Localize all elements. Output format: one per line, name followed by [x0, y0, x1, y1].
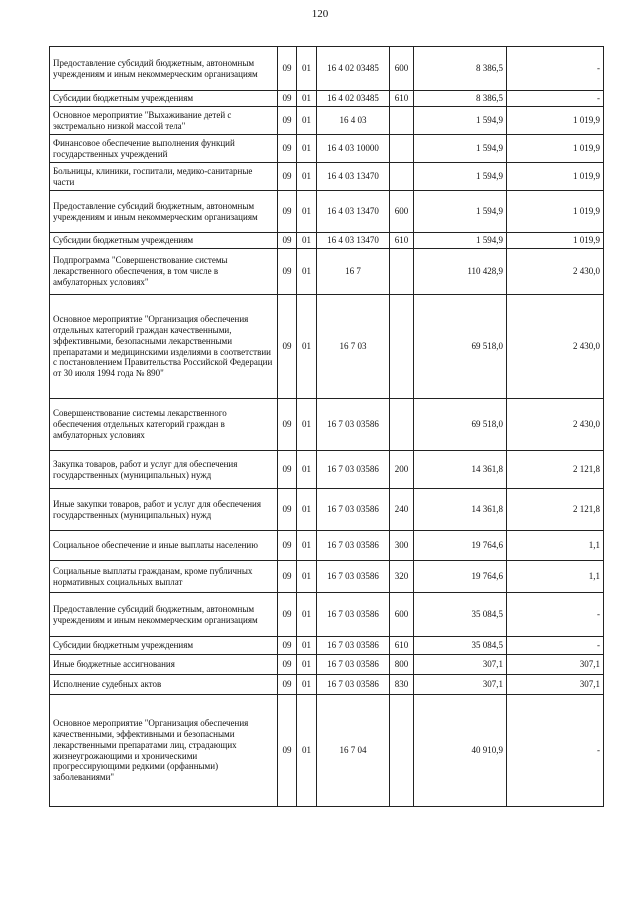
cell-amount-1: 35 084,5 — [414, 593, 507, 637]
cell-amount-2: 307,1 — [507, 675, 604, 695]
cell-amount-2: 2 121,8 — [507, 489, 604, 531]
cell-amount-2: 1,1 — [507, 531, 604, 561]
table-row — [50, 451, 604, 489]
cell-expense-type: 610 — [390, 91, 414, 107]
page-number: 120 — [311, 8, 329, 20]
cell-subsection: 01 — [297, 295, 317, 399]
cell-amount-1: 19 764,6 — [414, 561, 507, 593]
cell-target-article: 16 7 03 03586 — [317, 561, 390, 593]
cell-target-article: 16 7 03 03586 — [317, 593, 390, 637]
cell-amount-1: 14 361,8 — [414, 451, 507, 489]
cell-expense-type: 600 — [390, 47, 414, 91]
cell-amount-2: 1 019,9 — [507, 233, 604, 249]
cell-expense-type — [390, 695, 414, 807]
table-row — [50, 295, 604, 399]
cell-name: Иные бюджетные ассигнования — [50, 655, 278, 675]
cell-section: 09 — [278, 47, 297, 91]
cell-name: Финансовое обеспечение выполнения функций государственных учреждений — [50, 135, 278, 163]
cell-amount-2: 2 430,0 — [507, 399, 604, 451]
cell-section: 09 — [278, 695, 297, 807]
cell-name: Предоставление субсидий бюджетным, автономным учреждениям и иным некоммерческим организациям — [50, 47, 278, 91]
cell-section: 09 — [278, 637, 297, 655]
cell-amount-2: 1 019,9 — [507, 191, 604, 233]
cell-subsection: 01 — [297, 233, 317, 249]
cell-target-article: 16 7 03 03586 — [317, 531, 390, 561]
cell-subsection: 01 — [297, 47, 317, 91]
cell-subsection: 01 — [297, 531, 317, 561]
cell-amount-2: 2 121,8 — [507, 451, 604, 489]
cell-target-article: 16 7 03 03586 — [317, 451, 390, 489]
cell-expense-type: 600 — [390, 593, 414, 637]
cell-amount-1: 1 594,9 — [414, 233, 507, 249]
cell-target-article: 16 7 03 03586 — [317, 489, 390, 531]
cell-amount-2: - — [507, 47, 604, 91]
cell-name: Больницы, клиники, госпитали, медико-санитарные части — [50, 163, 278, 191]
cell-amount-2: 2 430,0 — [507, 295, 604, 399]
cell-amount-2: - — [507, 91, 604, 107]
cell-target-article: 16 7 03 03586 — [317, 637, 390, 655]
cell-subsection: 01 — [297, 637, 317, 655]
cell-target-article: 16 7 03 03586 — [317, 399, 390, 451]
cell-section: 09 — [278, 135, 297, 163]
cell-section: 09 — [278, 655, 297, 675]
cell-name: Основное мероприятие "Выхаживание детей с экстремально низкой массой тела" — [50, 107, 278, 135]
cell-subsection: 01 — [297, 249, 317, 295]
table-row — [50, 163, 604, 191]
cell-name: Закупка товаров, работ и услуг для обеспечения государственных (муниципальных) нужд — [50, 451, 278, 489]
table-row — [50, 135, 604, 163]
cell-amount-2: 1 019,9 — [507, 135, 604, 163]
cell-amount-2: - — [507, 637, 604, 655]
cell-section: 09 — [278, 295, 297, 399]
table-row — [50, 593, 604, 637]
table-row — [50, 399, 604, 451]
cell-target-article: 16 4 02 03485 — [317, 91, 390, 107]
cell-expense-type — [390, 163, 414, 191]
cell-name: Субсидии бюджетным учреждениям — [50, 91, 278, 107]
table-row — [50, 675, 604, 695]
cell-section: 09 — [278, 451, 297, 489]
cell-target-article: 16 4 03 — [317, 107, 390, 135]
cell-amount-1: 1 594,9 — [414, 163, 507, 191]
cell-amount-1: 1 594,9 — [414, 191, 507, 233]
cell-section: 09 — [278, 489, 297, 531]
cell-target-article: 16 7 03 — [317, 295, 390, 399]
cell-subsection: 01 — [297, 489, 317, 531]
cell-amount-2: - — [507, 695, 604, 807]
cell-target-article: 16 4 03 13470 — [317, 233, 390, 249]
cell-section: 09 — [278, 531, 297, 561]
table-row — [50, 637, 604, 655]
cell-target-article: 16 7 03 03586 — [317, 675, 390, 695]
cell-expense-type: 610 — [390, 637, 414, 655]
cell-name: Социальное обеспечение и иные выплаты населению — [50, 531, 278, 561]
cell-section: 09 — [278, 561, 297, 593]
cell-amount-1: 307,1 — [414, 675, 507, 695]
cell-section: 09 — [278, 163, 297, 191]
cell-expense-type: 240 — [390, 489, 414, 531]
cell-section: 09 — [278, 249, 297, 295]
cell-subsection: 01 — [297, 561, 317, 593]
cell-name: Подпрограмма "Совершенствование системы лекарственного обеспечения, в том числе в амбулаторных условиях" — [50, 249, 278, 295]
cell-section: 09 — [278, 191, 297, 233]
cell-amount-1: 307,1 — [414, 655, 507, 675]
cell-expense-type: 200 — [390, 451, 414, 489]
cell-section: 09 — [278, 593, 297, 637]
table-row — [50, 655, 604, 675]
cell-subsection: 01 — [297, 163, 317, 191]
cell-section: 09 — [278, 107, 297, 135]
cell-subsection: 01 — [297, 191, 317, 233]
cell-amount-1: 19 764,6 — [414, 531, 507, 561]
cell-amount-1: 35 084,5 — [414, 637, 507, 655]
table-row — [50, 531, 604, 561]
cell-amount-1: 110 428,9 — [414, 249, 507, 295]
cell-amount-2: - — [507, 593, 604, 637]
cell-amount-1: 14 361,8 — [414, 489, 507, 531]
cell-name: Совершенствование системы лекарственного обеспечения отдельных категорий граждан в амбулаторных условиях — [50, 399, 278, 451]
table-row — [50, 695, 604, 807]
cell-amount-2: 2 430,0 — [507, 249, 604, 295]
cell-expense-type: 610 — [390, 233, 414, 249]
cell-target-article: 16 4 03 13470 — [317, 191, 390, 233]
cell-amount-2: 1 019,9 — [507, 107, 604, 135]
cell-amount-1: 8 386,5 — [414, 47, 507, 91]
cell-target-article: 16 7 04 — [317, 695, 390, 807]
table-row — [50, 249, 604, 295]
cell-amount-1: 69 518,0 — [414, 399, 507, 451]
cell-subsection: 01 — [297, 695, 317, 807]
cell-name: Основное мероприятие "Организация обеспечения качественными, эффективными и безопасными лекарственными препаратами лиц, страдающих жизнеугрожающими и хроническими прогрессирующими редкими (орфанными) заболеваниями" — [50, 695, 278, 807]
cell-subsection: 01 — [297, 399, 317, 451]
cell-amount-1: 1 594,9 — [414, 135, 507, 163]
cell-amount-1: 40 910,9 — [414, 695, 507, 807]
cell-name: Субсидии бюджетным учреждениям — [50, 637, 278, 655]
cell-expense-type: 830 — [390, 675, 414, 695]
cell-expense-type — [390, 135, 414, 163]
table-row — [50, 489, 604, 531]
table-row — [50, 233, 604, 249]
cell-subsection: 01 — [297, 135, 317, 163]
cell-expense-type: 320 — [390, 561, 414, 593]
cell-subsection: 01 — [297, 655, 317, 675]
cell-name: Субсидии бюджетным учреждениям — [50, 233, 278, 249]
cell-expense-type: 300 — [390, 531, 414, 561]
cell-section: 09 — [278, 233, 297, 249]
cell-expense-type — [390, 107, 414, 135]
cell-subsection: 01 — [297, 593, 317, 637]
cell-expense-type — [390, 399, 414, 451]
table-row — [50, 191, 604, 233]
cell-amount-2: 307,1 — [507, 655, 604, 675]
cell-amount-1: 69 518,0 — [414, 295, 507, 399]
cell-section: 09 — [278, 675, 297, 695]
cell-target-article: 16 4 02 03485 — [317, 47, 390, 91]
table-row — [50, 561, 604, 593]
cell-name: Иные закупки товаров, работ и услуг для обеспечения государственных (муниципальных) нужд — [50, 489, 278, 531]
cell-amount-2: 1 019,9 — [507, 163, 604, 191]
cell-subsection: 01 — [297, 451, 317, 489]
cell-target-article: 16 4 03 13470 — [317, 163, 390, 191]
cell-name: Предоставление субсидий бюджетным, автономным учреждениям и иным некоммерческим организациям — [50, 593, 278, 637]
cell-expense-type — [390, 249, 414, 295]
table-row — [50, 91, 604, 107]
table-row — [50, 47, 604, 91]
cell-name: Исполнение судебных актов — [50, 675, 278, 695]
cell-section: 09 — [278, 399, 297, 451]
cell-amount-2: 1,1 — [507, 561, 604, 593]
cell-name: Предоставление субсидий бюджетным, автономным учреждениям и иным некоммерческим организациям — [50, 191, 278, 233]
cell-subsection: 01 — [297, 107, 317, 135]
cell-amount-1: 8 386,5 — [414, 91, 507, 107]
cell-expense-type: 600 — [390, 191, 414, 233]
cell-section: 09 — [278, 91, 297, 107]
cell-expense-type — [390, 295, 414, 399]
cell-target-article: 16 7 03 03586 — [317, 655, 390, 675]
cell-target-article: 16 4 03 10000 — [317, 135, 390, 163]
cell-name: Социальные выплаты гражданам, кроме публичных нормативных социальных выплат — [50, 561, 278, 593]
table-row — [50, 107, 604, 135]
cell-subsection: 01 — [297, 675, 317, 695]
table-body — [50, 47, 604, 807]
cell-name: Основное мероприятие "Организация обеспечения отдельных категорий граждан качественными, эффективными, безопасными лекарственными препаратами и медицинскими изделиями в соответствии с постановлением Правительства Российской Федерации от 30 июля 1994 года № 890" — [50, 295, 278, 399]
cell-amount-1: 1 594,9 — [414, 107, 507, 135]
cell-target-article: 16 7 — [317, 249, 390, 295]
budget-table — [49, 46, 604, 807]
cell-expense-type: 800 — [390, 655, 414, 675]
cell-subsection: 01 — [297, 91, 317, 107]
